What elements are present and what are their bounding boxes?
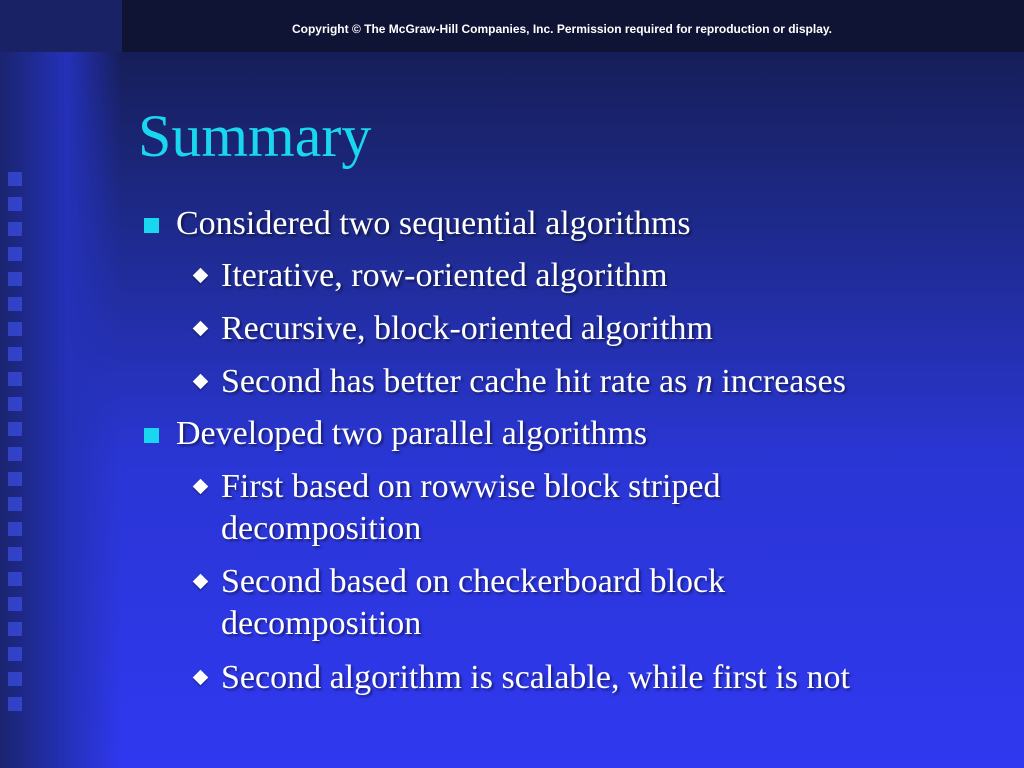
sub-bullet-item: Second algorithm is scalable, while first is not — [221, 659, 850, 696]
slide-title: Summary — [138, 103, 372, 169]
square-bullet-icon — [144, 218, 159, 233]
square-bullet-icon — [144, 428, 159, 443]
header-left-block — [0, 0, 122, 52]
sub-bullet-text: increases — [721, 363, 846, 400]
decorative-squares — [8, 172, 28, 722]
copyright-notice: Copyright © The McGraw-Hill Companies, Inc. Permission required for reproduction or display. — [291, 22, 833, 36]
diamond-bullet-icon — [193, 374, 209, 390]
diamond-bullet-icon — [193, 268, 209, 284]
sub-bullet-item: Recursive, block-oriented algorithm — [221, 310, 713, 347]
diamond-bullet-icon — [193, 574, 209, 590]
bullet-item: Developed two parallel algorithms — [176, 415, 648, 452]
diamond-bullet-icon — [193, 670, 209, 686]
diamond-bullet-icon — [193, 321, 209, 337]
sub-bullet-item: Second based on checkerboard block — [221, 563, 726, 600]
bullet-item: Considered two sequential algorithms — [176, 205, 691, 242]
sub-bullet-item — [221, 360, 846, 404]
variable-n: n — [695, 363, 713, 400]
diamond-bullet-icon — [193, 479, 209, 495]
sub-bullet-item-continued: decomposition — [221, 510, 422, 547]
sub-bullet-item-continued: decomposition — [221, 605, 422, 642]
sub-bullet-item: Iterative, row-oriented algorithm — [221, 257, 668, 294]
sub-bullet-text: Second has better cache hit rate as — [221, 363, 688, 400]
sub-bullet-item: First based on rowwise block striped — [221, 468, 721, 505]
left-decorative-strip — [0, 52, 122, 768]
